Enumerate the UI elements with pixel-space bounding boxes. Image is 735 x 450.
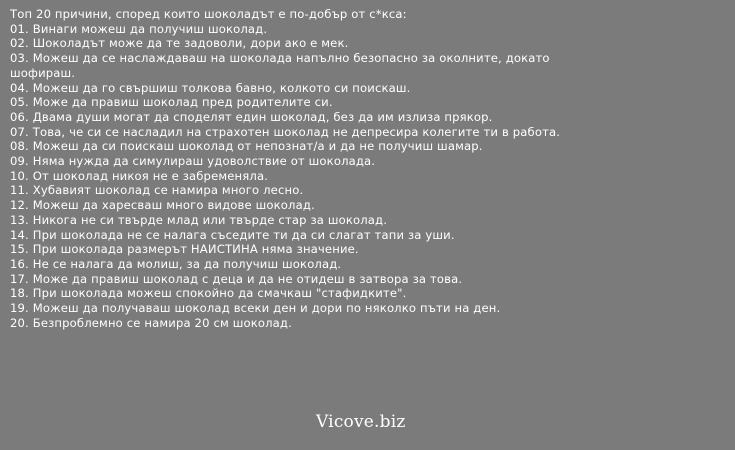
list-item: 09. Няма нужда да симулираш удоволствие от шоколада. [10, 154, 376, 169]
list-item: 02. Шоколадът може да те задоволи, дори ако е мек. [10, 36, 349, 51]
list-item: 06. Двама души могат да споделят един шоколад, без да им излиза прякор. [10, 109, 493, 124]
list-item: 04. Можеш да го свършиш толкова бавно, колкото си поискаш. [10, 80, 411, 95]
list-item: 14. При шоколада не се налага съседите ти да си слагат тапи за уши. [10, 227, 455, 242]
list-item: 01. Винаги можеш да получиш шоколад. [10, 21, 268, 36]
list-item: 13. Никога не си твърде млад или твърде стар за шоколад. [10, 212, 388, 227]
joke-text [10, 7, 570, 330]
list-item: 15. При шоколада размерът НАИСТИНА няма значение. [10, 242, 359, 257]
list-item: 17. Може да правиш шоколад с деца и да не отидеш в затвора за това. [10, 271, 463, 286]
list-item: 18. При шоколада можеш спокойно да смачкаш "стафидките". [10, 286, 407, 301]
joke-title: Топ 20 причини, според които шоколадът е по-добър от с*кса: [10, 7, 407, 21]
list-item: 07. Това, че си се насладил на страхотен шоколад не депресира колегите ти в работа. [10, 124, 561, 139]
list-item: 20. Безпроблемно се намира 20 см шоколад. [10, 315, 292, 330]
list-item: 10. От шоколад никоя не е забременяла. [10, 168, 269, 183]
list-item: 08. Можеш да си поискаш шоколад от непознат/а и да не получиш шамар. [10, 139, 483, 154]
list-item: 11. Хубавият шоколад се намира много лесно. [10, 183, 304, 198]
site-watermark: Vicove.biz [316, 412, 406, 432]
list-item: 05. Може да правиш шоколад пред родителите си. [10, 95, 333, 110]
list-item: 19. Можеш да получаваш шоколад всеки ден и дори по няколко пъти на ден. [10, 301, 501, 316]
list-item: 16. Не се налага да молиш, за да получиш шоколад. [10, 256, 342, 271]
list-item: 12. Можеш да харесваш много видове шоколад. [10, 198, 315, 213]
list-item: 03. Можеш да се наслаждаваш на шоколада напълно безопасно за околните, докато шофираш. [10, 51, 550, 80]
